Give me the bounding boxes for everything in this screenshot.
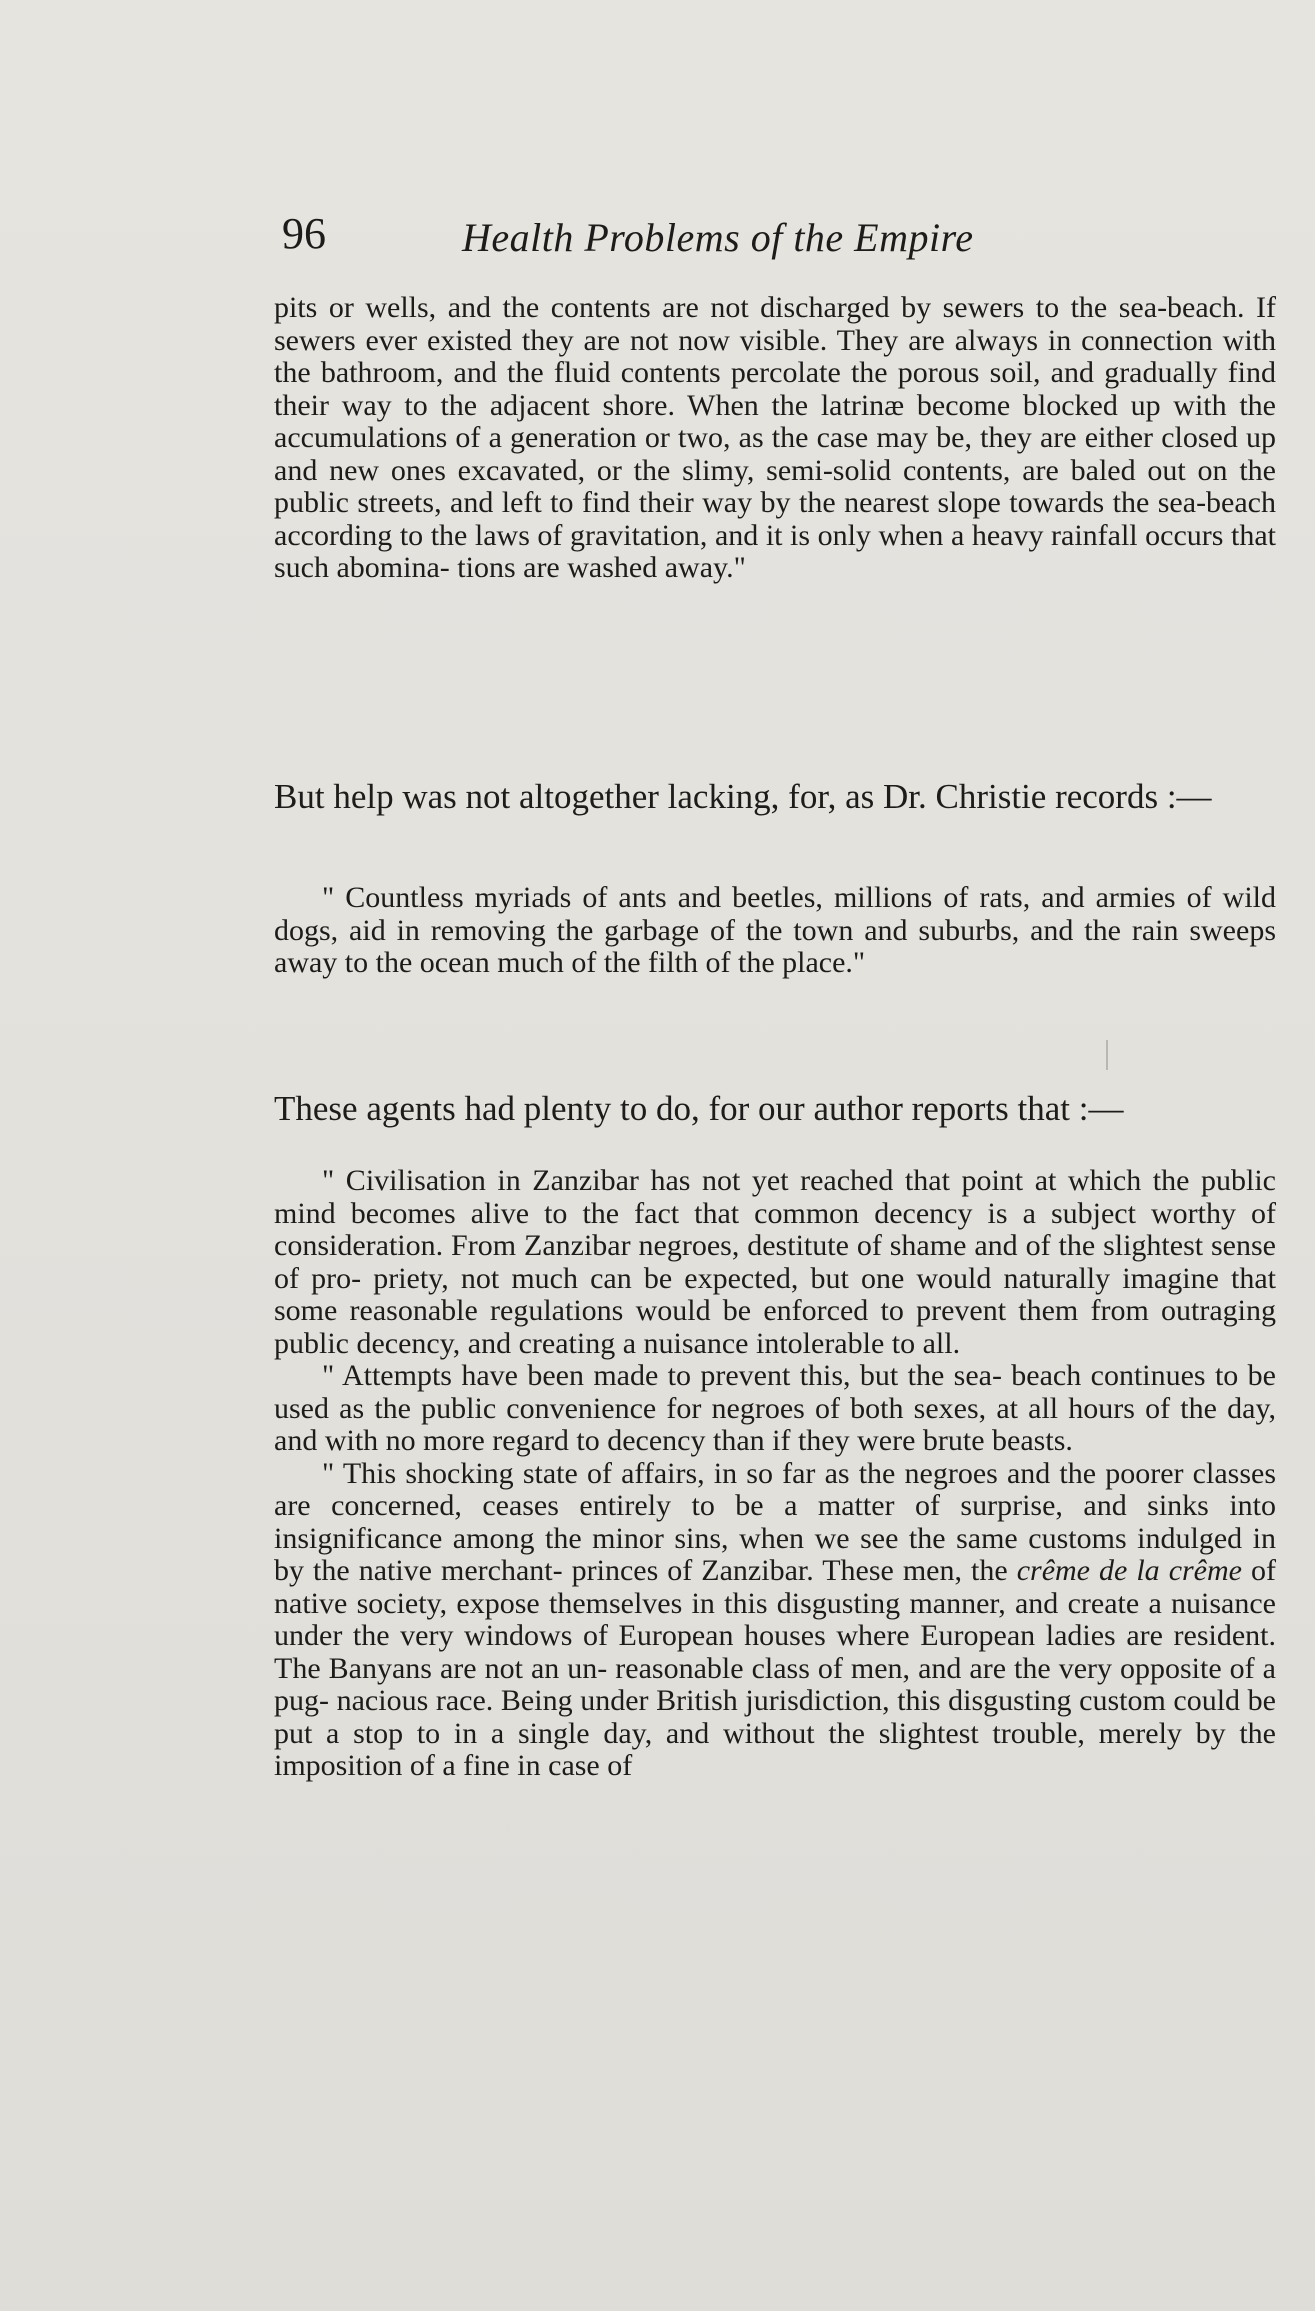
margin-mark [1106, 1040, 1108, 1070]
quote-paragraph-1 [274, 292, 1276, 585]
body-paragraph-2 [274, 1090, 1276, 1127]
page-header [282, 204, 1102, 274]
quote-paragraph-1-text: pits or wells, and the contents are not discharged by sewers to the sea-beach. If sewers ever existed they are not now visible. They are always in connection with the bathroom, and the fluid contents percolate the porous soil, and gradually find their way to the adjacent shore. When the latrinæ become blocked up with the accumulations of a generation or two, as the case may be, they are either closed up and new ones excavated, or the slimy, semi-solid contents, are baled out on the public streets, and left to find their way by the nearest slope towards the sea-beach according to the laws of gravitation, and it is only when a heavy rainfall occurs that such abomina- tions are washed away." [274, 291, 1276, 584]
quote-3c-text-before: " This shocking state of affairs, in so far as the negroes and the poorer classes are concerned, ceases entirely to be a matter of surprise, and sinks into insignificance among the minor sins, when we see the same customs indulged in by the native merchant- princes of Zanzibar. These men, the [274, 1456, 1276, 1587]
body-paragraph-2-text: These agents had plenty to do, for our author reports that :— [274, 1089, 1124, 1128]
page-number: 96 [282, 209, 326, 258]
quote-block-3 [274, 1165, 1276, 2065]
quote-paragraph-2-text: " Countless myriads of ants and beetles, millions of rats, and armies of wild dogs, aid in removing the garbage of the town and suburbs, and the rain sweeps away to the ocean much of the filth of the place." [274, 881, 1276, 979]
quote-paragraph-3b: " Attempts have been made to prevent this, but the sea- beach continues to be used as the public convenience for negroes of both sexes, at all hours of the day, and with no more regard to decency than if they were brute beasts. [274, 1359, 1276, 1457]
body-paragraph-1 [274, 778, 1276, 815]
quote-3c-text-after: of native society, expose themselves in this disgusting manner, and create a nuisance under the very windows of European houses where European ladies are resident. The Banyans are not an un- reasonable class of men, and are the very opposite of a pug- nacious race. Being under British jurisdiction, this disgusting custom could be put a stop to in a single day, and without the slightest trouble, merely by the imposition of a fine in case of [274, 1554, 1276, 1782]
quote-paragraph-3c [274, 1458, 1276, 1783]
running-title: Health Problems of the Empire [462, 215, 974, 260]
italic-phrase: crême de la crême [1016, 1554, 1242, 1587]
body-paragraph-1-text: But help was not altogether lacking, for, as Dr. Christie records :— [274, 777, 1212, 816]
quote-paragraph-3a: " Civilisation in Zanzibar has not yet reached that point at which the public mind becomes alive to the fact that common decency is a subject worthy of consideration. From Zanzibar negroes, destitute of shame and of the slightest sense of pro- priety, not much can be expected, but one would naturally imagine that some reasonable regulations would be enforced to prevent them from outraging public decency, and creating a nuisance intolerable to all. [274, 1164, 1276, 1360]
quote-paragraph-2 [274, 882, 1276, 980]
